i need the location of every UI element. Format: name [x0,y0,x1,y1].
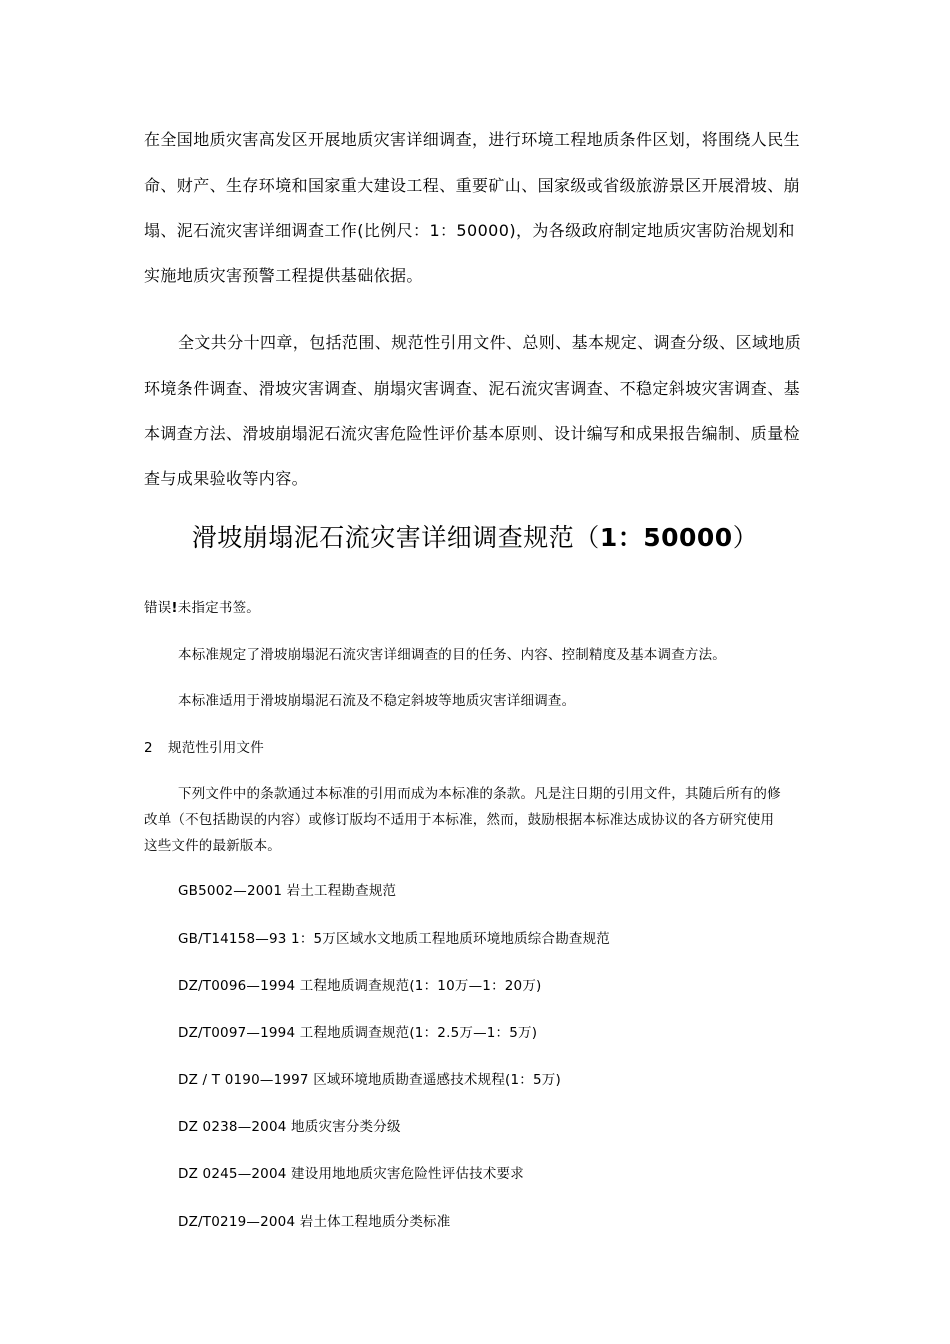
section-paragraph-line: 下列文件中的条款通过本标准的引用而成为本标准的条款。凡是注日期的引用文件，其随后所有的修 [178,786,781,802]
intro-line: 在全国地质灾害高发区开展地质灾害详细调查，进行环境工程地质条件区划，将围绕人民生 [144,130,801,149]
reference-item: DZ/T0096—1994 工程地质调查规范(1：10万—1：20万) [178,978,542,994]
title-text: 滑坡崩塌泥石流灾害详细调查规范（ [191,523,600,552]
reference-item: DZ 0245—2004 建设用地地质灾害危险性评估技术要求 [178,1166,524,1182]
scope-line-2: 本标准适用于滑坡崩塌泥石流及不稳定斜坡等地质灾害详细调查。 [178,693,576,709]
section-paragraph-line: 这些文件的最新版本。 [144,838,281,854]
reference-item: DZ / T 0190—1997 区域环境地质勘查遥感技术规程(1：5万) [178,1072,561,1088]
title-close: ） [732,523,759,552]
reference-item: DZ/T0219—2004 岩土体工程地质分类标准 [178,1214,451,1230]
section-heading [144,736,264,756]
summary-line: 本调查方法、滑坡崩塌泥石流灾害危险性评价基本原则、设计编写和成果报告编制、质量检 [144,424,801,443]
reference-item: DZ/T0097—1994 工程地质调查规范(1：2.5万—1：5万) [178,1025,538,1041]
bookmark-error [144,596,260,616]
scope-line-1: 本标准规定了滑坡崩塌泥石流灾害详细调查的目的任务、内容、控制精度及基本调查方法。 [178,647,726,663]
reference-item: GB/T14158—93 1：5万区域水文地质工程地质环境地质综合勘查规范 [178,931,611,947]
document-title [0,518,950,554]
intro-line: 实施地质灾害预警工程提供基础依据。 [144,266,423,285]
intro-line: 命、财产、生存环境和国家重大建设工程、重要矿山、国家级或省级旅游景区开展滑坡、崩 [144,176,801,195]
summary-line: 查与成果验收等内容。 [144,469,309,488]
section-paragraph-line: 改单（不包括勘误的内容）或修订版均不适用于本标准，然而，鼓励根据本标准达成协议的各方研究使用 [144,812,775,828]
reference-item: GB5002—2001 岩土工程勘查规范 [178,883,397,899]
bookmark-error-mark: ! [171,600,178,616]
reference-item: DZ 0238—2004 地质灾害分类分级 [178,1119,401,1135]
section-paragraph [144,781,808,859]
section-title: 规范性引用文件 [168,740,264,756]
section-number: 2 [144,740,153,756]
title-scale: 1：50000 [599,523,733,552]
intro-line: 塌、泥石流灾害详细调查工作(比例尺：1：50000)，为各级政府制定地质灾害防治规划和 [144,221,795,240]
summary-line: 全文共分十四章，包括范围、规范性引用文件、总则、基本规定、调查分级、区域地质 [178,333,802,352]
summary-line: 环境条件调查、滑坡灾害调查、崩塌灾害调查、泥石流灾害调查、不稳定斜坡灾害调查、基 [144,379,801,398]
bookmark-error-suffix: 未指定书签。 [177,600,260,616]
bookmark-error-prefix: 错误 [144,600,172,616]
